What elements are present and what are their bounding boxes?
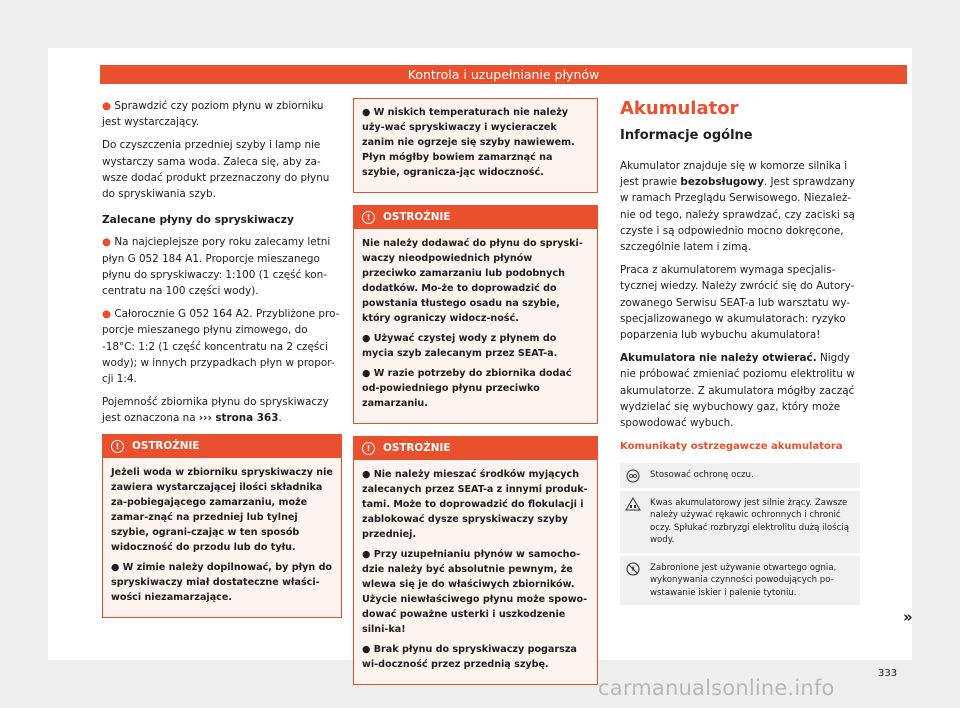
column-middle [353,98,598,685]
section-header: Kontrola i uzupełnianie płynów [100,65,907,84]
table-row: Zabronione jest używanie otwartego ognia, wykonywania czynności powodujących po-wstawanie iskier i palenie tytoniu. [620,556,860,606]
list-item-summer-fluid: ● Na najcieplejsze pory roku zalecamy letni płyn G 052 184 A1. Proporcje mieszanego płynu do spryskiwaczy: 1:100 (1 część kon-centratu na 100 części wody). [102,236,331,298]
warning-header: ! OSTROŻNIE [103,435,341,458]
paragraph-check-level: ● Sprawdzić czy poziom płynu w zbiorniku jest wystarczający. [102,100,324,129]
paragraph-expertise: Praca z akumulatorem wymaga specjalis-tycznej wiedzy. Należy zwrócić się do Autory-zowanego Serwisu SEAT-a lub warsztatu wy-specjalizowanego w akumulatorach: ryzyko poparzenia lub wybuchu akumulatora! [620,264,855,342]
paragraph-do-not-open: Akumulatora nie należy otwierać. Nigdy nie próbować zmieniać poziomu elektrolitu w akumulatorze. Z akumulatora mógłby zacząć wydzielać się wybuchowy gaz, który może spowodować wybuch. [620,352,855,430]
paragraph-water-note: Do czyszczenia przedniej szyby i lamp nie wystarczy sama woda. Zaleca się, aby za-wsze dodać produkt przeznaczony do płynu do spryskiwania szyb. [102,139,330,201]
section-title: Akumulator [620,98,739,119]
page-reference-link[interactable]: ››› strona 363 [198,412,279,425]
section-subtitle: Informacje ogólne [620,128,753,143]
warning-body: ● Nie należy mieszać środków myjących zalecanych przez SEAT-a z innymi produk-tami. Może to doprowadzić do flokulacji i zablokować dysze spryskiwaczy szyby przedniej. ● Przy uzupełnianiu płynów w samocho-dzie należy być absolutnie pewnym, że wlewa się je do właściwych zbiorników. Użycie niewłaściwego płynu może spowo-dować poważne usterki i uszkodzenie silni-ka! ● Brak płynu do spryskiwaczy pogarsza wi-doczność przez przednią szybę. [362,469,588,670]
warning-header: ! OSTROŻNIE [354,206,597,229]
warning-symbols-table [620,463,860,605]
warning-box-mixing [353,436,598,685]
warning-header: ! OSTROŻNIE [354,437,597,460]
subheading-recommended-fluids: Zalecane płyny do spryskiwaczy [102,214,294,227]
acid-icon [620,491,646,553]
info-circle-icon: ! [362,442,375,455]
column-right [620,98,860,608]
column-left [102,98,342,618]
continue-mark: » [903,608,913,626]
warning-box-additives [353,205,598,424]
paragraph-battery-location: Akumulator znajduje się w komorze silnika i jest prawie bezobsługowy. Jest sprawdzany w ramach Przeglądu Serwisowego. Niezależ-nie od tego, należy sprawdzać, czy zaciski są czyste i są odpowiednio mocno dokręcone, szczególnie latem i zimą. [620,160,856,254]
warning-body: ● W niskich temperaturach nie należy uży-wać spryskiwaczy i wycieraczek zanim nie ogrzeje się szyby nawiewem. Płyn mógłby bowiem zamarznąć na szybie, ogranicza-jąc widoczność. [362,107,575,178]
warning-body: Jeżeli woda w zbiorniku spryskiwaczy nie zawiera wystarczającej ilości składnika za-pobiegającego zamarzaniu, może zamar-znąć na przedniej lub tylnej szybie, ograni-czając w ten sposób widoczność do przodu lub do tyłu. ● W zimie należy dopilnować, by płyn do spryskiwaczy miał dostateczne właści-wości niezamarzające. [111,466,333,603]
table-row: Kwas akumulatorowy jest silnie żrący. Zawsze należy używać rękawic ochronnych i chronić oczy. Spłukać rozbryzgi elektrolitu dużą ilością wody. [620,491,860,553]
warnings-heading: Komunikaty ostrzegawcze akumulatora [620,441,843,453]
warning-box-freezing [102,434,342,618]
page-number: 333 [878,668,898,679]
bullet-icon: ● [102,308,112,321]
list-item-yearround-fluid: ● Całorocznie G 052 164 A2. Przybliżone pro-porcje mieszanego płynu zimowego, do -18°C: 1:2 (1 część koncentratu na 2 części wody); w innych przypadkach płyn w propor-cji 1:4. [102,308,340,386]
info-circle-icon: ! [362,211,375,224]
bullet-icon: ● [102,236,112,249]
bullet-icon: ● [102,100,112,112]
watermark: carmanualsonline.info [598,676,835,700]
table-row: Stosować ochronę oczu. [620,463,860,488]
warning-body: Nie należy dodawać do płynu do spryski-waczy nieodpowiednich płynów przeciwko zamarzaniu lub podobnych dodatków. Mo-że to doprowadzić do powstania tłustego osadu na szybie, który ograniczy widocz-ność. ● Używać czystej wody z płynem do mycia szyb zalecanym przez SEAT-a. ● W razie potrzeby do zbiornika dodać od-powiedniego płynu przeciwko zamarzaniu. [362,238,583,409]
goggles-icon [620,463,646,488]
manual-page [48,48,913,679]
warning-box-continued [353,98,598,193]
no-fire-icon [620,556,646,606]
paragraph-capacity: Pojemność zbiornika płynu do spryskiwaczy jest oznaczona na ››› strona 363. [102,396,329,425]
info-circle-icon: ! [111,440,124,453]
